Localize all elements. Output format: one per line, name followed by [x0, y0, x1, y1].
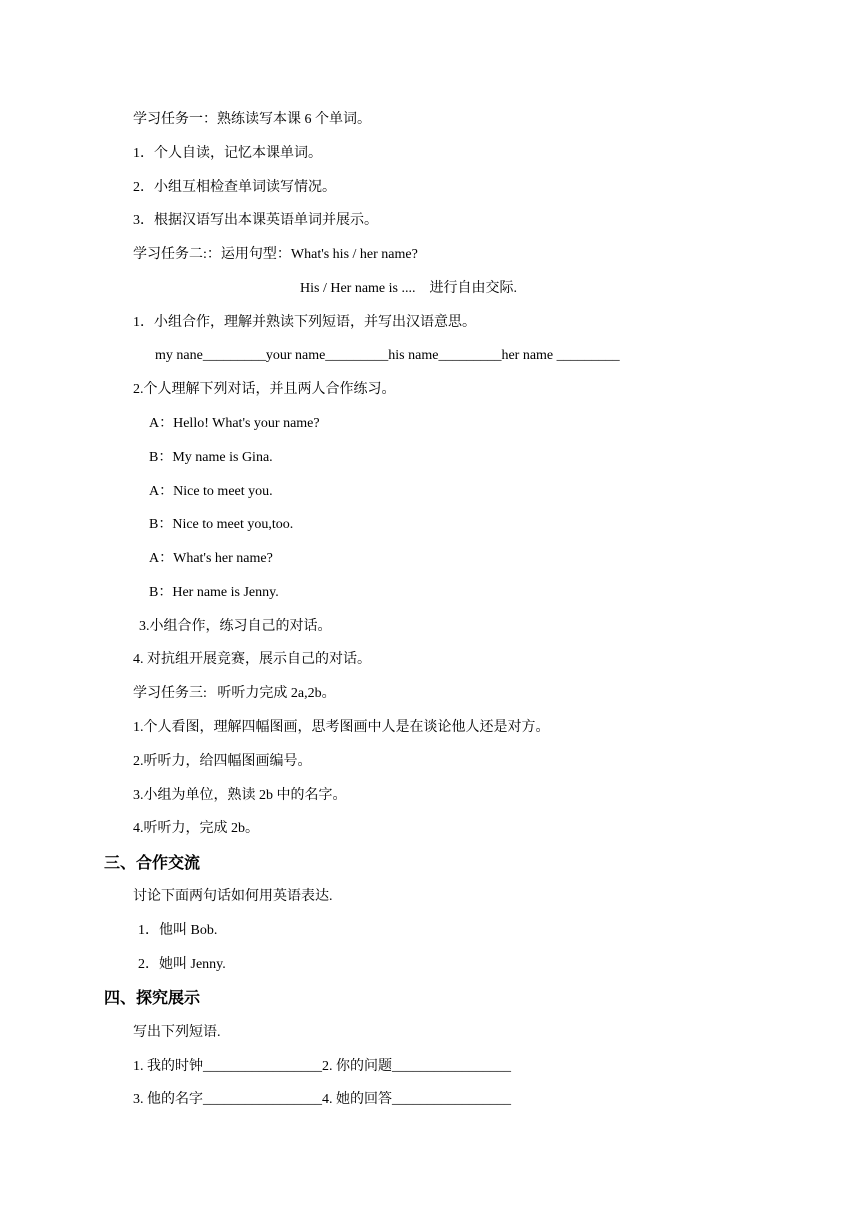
dialogue-line: B：Nice to meet you,too. — [149, 517, 294, 532]
section3-intro: 讨论下面两句话如何用英语表达. — [133, 889, 333, 904]
dialogue-line: A：What's her name? — [149, 551, 273, 566]
dialogue-line: A：Hello! What's your name? — [149, 416, 320, 431]
section4-intro: 写出下列短语. — [133, 1025, 221, 1040]
task2-title-line2: His / Her name is .... 进行自由交际. — [300, 281, 517, 296]
dialogue-line: B：Her name is Jenny. — [149, 585, 279, 600]
task3-step-2: 2.听听力，给四幅图画编号。 — [133, 754, 312, 769]
dialogue-line: A：Nice to meet you. — [149, 484, 273, 499]
task1-title: 学习任务一：熟练读写本课 6 个单词。 — [133, 112, 371, 127]
task1-step-2: 2．小组互相检查单词读写情况。 — [133, 180, 336, 195]
task1-step-1: 1．个人自读，记忆本课单词。 — [133, 146, 322, 161]
task2-step-1: 1．小组合作，理解并熟读下列短语，并写出汉语意思。 — [133, 315, 476, 330]
section-heading-cooperation: 三、合作交流 — [104, 853, 201, 872]
task2-title: 学习任务二:：运用句型：What's his / her name? — [133, 247, 418, 262]
fill-blank-row-2: 3. 他的名字_________________4. 她的回答_________________ — [133, 1092, 511, 1107]
task3-step-3: 3.小组为单位，熟读 2b 中的名字。 — [133, 788, 347, 803]
task2-step-2: 2.个人理解下列对话，并且两人合作练习。 — [133, 382, 396, 397]
dialogue-line: B：My name is Gina. — [149, 450, 273, 465]
task3-step-4: 4.听听力，完成 2b。 — [133, 821, 259, 836]
section3-item-1: 1．他叫 Bob. — [138, 923, 218, 938]
phrase-blanks-line: my nane_________your name_________his name_________her name _________ — [155, 348, 620, 363]
section3-item-2: 2．她叫 Jenny. — [138, 957, 226, 972]
task2-step-4: 4. 对抗组开展竞赛，展示自己的对话。 — [133, 652, 371, 667]
task2-step-3: 3.小组合作，练习自己的对话。 — [139, 619, 332, 634]
fill-blank-row-1: 1. 我的时钟_________________2. 你的问题_________________ — [133, 1059, 511, 1074]
task3-step-1: 1.个人看图，理解四幅图画，思考图画中人是在谈论他人还是对方。 — [133, 720, 550, 735]
section-heading-explore: 四、探究展示 — [104, 988, 201, 1007]
task3-title: 学习任务三: 听听力完成 2a,2b。 — [133, 686, 336, 701]
task1-step-3: 3．根据汉语写出本课英语单词并展示。 — [133, 213, 378, 228]
